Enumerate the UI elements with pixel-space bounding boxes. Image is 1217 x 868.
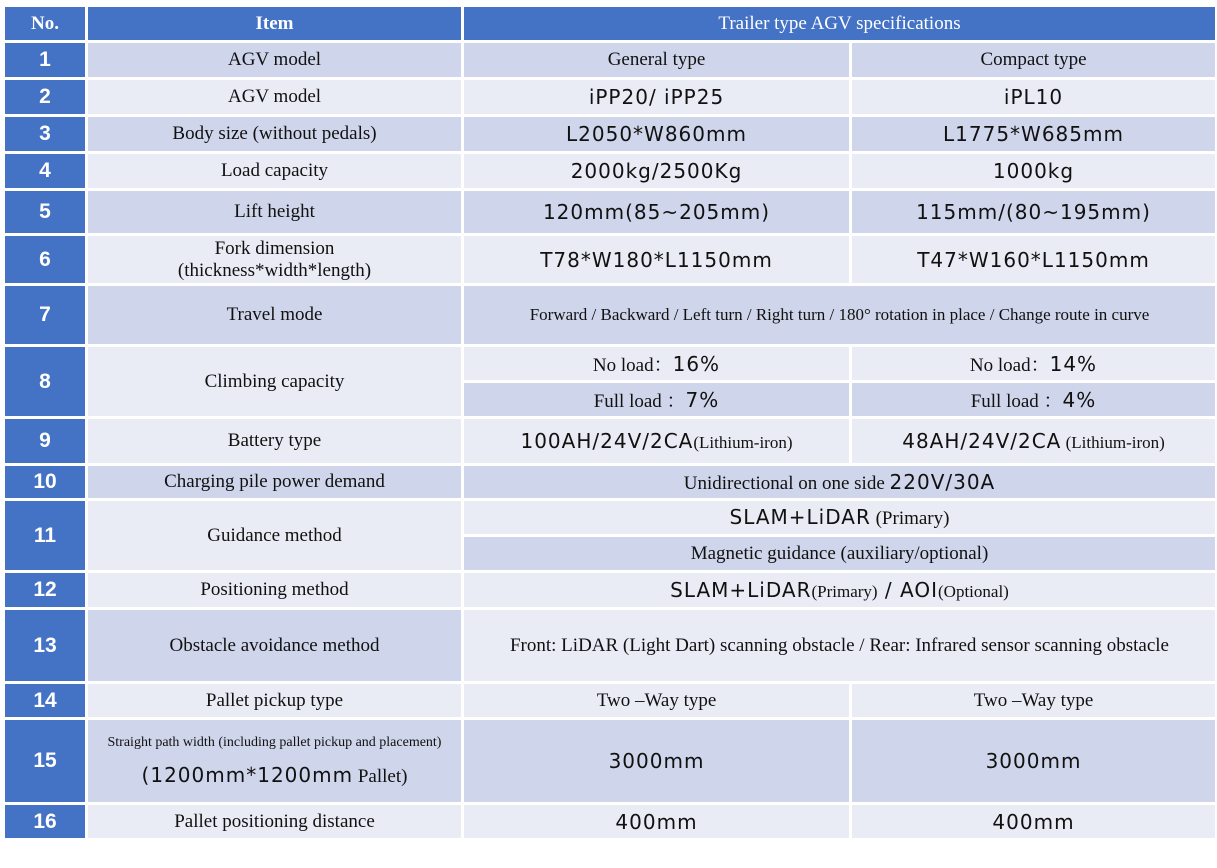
item-label: Body size (without pedals)	[88, 117, 461, 151]
general-value: 400mm	[464, 805, 849, 838]
general-value: iPP20/ iPP25	[464, 80, 849, 114]
row-number: 3	[5, 117, 85, 151]
compact-battery-note: (Lithium-iron)	[1061, 433, 1165, 452]
row-number: 16	[5, 805, 85, 838]
item-label-line2	[88, 763, 461, 788]
table-row	[5, 80, 1215, 114]
row-number: 14	[5, 684, 85, 717]
table-row	[5, 236, 1215, 283]
general-noload-label: No load：	[592, 355, 673, 376]
item-label: Charging pile power demand	[88, 466, 461, 498]
positioning-v1: SLAM+LiDAR	[670, 578, 812, 602]
compact-fullload-value: 4%	[1062, 388, 1097, 412]
compact-fullload	[852, 383, 1215, 416]
item-label: AGV model	[88, 43, 461, 77]
general-fullload-value: 7%	[685, 388, 720, 412]
header-spec: Trailer type AGV specifications	[464, 7, 1215, 40]
item-label: Obstacle avoidance method	[88, 610, 461, 681]
positioning-v2: AOI	[900, 578, 939, 602]
compact-value: L1775*W685mm	[852, 117, 1215, 151]
general-fullload	[464, 383, 849, 416]
table-row	[5, 684, 1215, 717]
general-value: 120mm(85~205mm)	[464, 191, 849, 233]
guidance-primary-note: (Primary)	[870, 508, 950, 529]
row-number: 1	[5, 43, 85, 77]
general-battery-note: (Lithium-iron)	[693, 433, 793, 452]
general-noload	[464, 347, 849, 380]
compact-value	[852, 419, 1215, 463]
compact-value: T47*W160*L1150mm	[852, 236, 1215, 283]
compact-value: 3000mm	[852, 720, 1215, 802]
general-battery-value: 100AH/24V/2CA	[520, 429, 694, 453]
charging-value	[464, 466, 1215, 498]
table-row	[5, 117, 1215, 151]
row-number: 7	[5, 286, 85, 344]
table-row	[5, 805, 1215, 838]
item-label-line2-text: Pallet)	[353, 765, 408, 787]
guidance-primary-value: SLAM+LiDAR	[729, 505, 871, 529]
row-number: 8	[5, 347, 85, 416]
charging-value-num: 220V/30A	[889, 469, 996, 494]
compact-value: Compact type	[852, 43, 1215, 77]
row-number: 2	[5, 80, 85, 114]
item-label	[88, 236, 461, 283]
row-number: 5	[5, 191, 85, 233]
guidance-secondary: Magnetic guidance (auxiliary/optional)	[464, 537, 1215, 570]
general-value: General type	[464, 43, 849, 77]
compact-value: iPL10	[852, 80, 1215, 114]
table-row	[5, 419, 1215, 463]
general-value: T78*W180*L1150mm	[464, 236, 849, 283]
row-number: 15	[5, 720, 85, 802]
charging-value-text: Unidirectional on one side	[683, 472, 890, 494]
table-row	[5, 286, 1215, 344]
table-row	[5, 501, 1215, 534]
table-row	[5, 610, 1215, 681]
row-number: 9	[5, 419, 85, 463]
item-label	[88, 720, 461, 802]
table-row	[5, 347, 1215, 380]
item-label: Positioning method	[88, 573, 461, 607]
compact-value: 400mm	[852, 805, 1215, 838]
spec-table	[2, 4, 1217, 841]
row-number: 11	[5, 501, 85, 570]
compact-noload	[852, 347, 1215, 380]
positioning-n2: (Optional)	[938, 582, 1009, 601]
header-no: No.	[5, 7, 85, 40]
general-value	[464, 419, 849, 463]
positioning-value	[464, 573, 1215, 607]
guidance-primary	[464, 501, 1215, 534]
item-label: AGV model	[88, 80, 461, 114]
table-row	[5, 466, 1215, 498]
compact-battery-value: 48AH/24V/2CA	[902, 429, 1062, 453]
item-label: Load capacity	[88, 154, 461, 188]
general-value: L2050*W860mm	[464, 117, 849, 151]
item-label: Climbing capacity	[88, 347, 461, 416]
positioning-n1: (Primary)	[811, 582, 878, 601]
item-label-line1: Straight path width (including pallet pickup and placement)	[107, 734, 442, 750]
row-number: 10	[5, 466, 85, 498]
obstacle-value: Front: LiDAR (Light Dart) scanning obstacle / Rear: Infrared sensor scanning obstacle	[464, 610, 1215, 681]
row-number: 4	[5, 154, 85, 188]
compact-value: Two –Way type	[852, 684, 1215, 717]
general-value: 2000kg/2500Kg	[464, 154, 849, 188]
header-item: Item	[88, 7, 461, 40]
table-row	[5, 720, 1215, 802]
item-label-line1: Fork dimension	[214, 237, 335, 259]
table-row	[5, 43, 1215, 77]
item-label: Travel mode	[88, 286, 461, 344]
item-label-line2-num: (1200mm*1200mm	[141, 762, 354, 787]
compact-value: 115mm/(80~195mm)	[852, 191, 1215, 233]
compact-fullload-label: Full load ：	[970, 391, 1063, 412]
positioning-sep: /	[877, 578, 901, 602]
item-label-line2: (thickness*width*length)	[177, 259, 372, 281]
item-label: Guidance method	[88, 501, 461, 570]
compact-value: 1000kg	[852, 154, 1215, 188]
row-number: 6	[5, 236, 85, 283]
row-number: 12	[5, 573, 85, 607]
general-value: Two –Way type	[464, 684, 849, 717]
compact-noload-label: No load：	[969, 355, 1050, 376]
header-row	[5, 7, 1215, 40]
item-label: Lift height	[88, 191, 461, 233]
general-value: 3000mm	[464, 720, 849, 802]
item-label: Pallet pickup type	[88, 684, 461, 717]
row-number: 13	[5, 610, 85, 681]
item-label: Pallet positioning distance	[88, 805, 461, 838]
table-row	[5, 191, 1215, 233]
item-label: Battery type	[88, 419, 461, 463]
table-row	[5, 573, 1215, 607]
table-row	[5, 154, 1215, 188]
travel-mode-value: Forward / Backward / Left turn / Right turn / 180° rotation in place / Change route in curve	[464, 286, 1215, 344]
general-fullload-label: Full load ：	[593, 391, 686, 412]
general-noload-value: 16%	[672, 352, 721, 376]
compact-noload-value: 14%	[1049, 352, 1098, 376]
